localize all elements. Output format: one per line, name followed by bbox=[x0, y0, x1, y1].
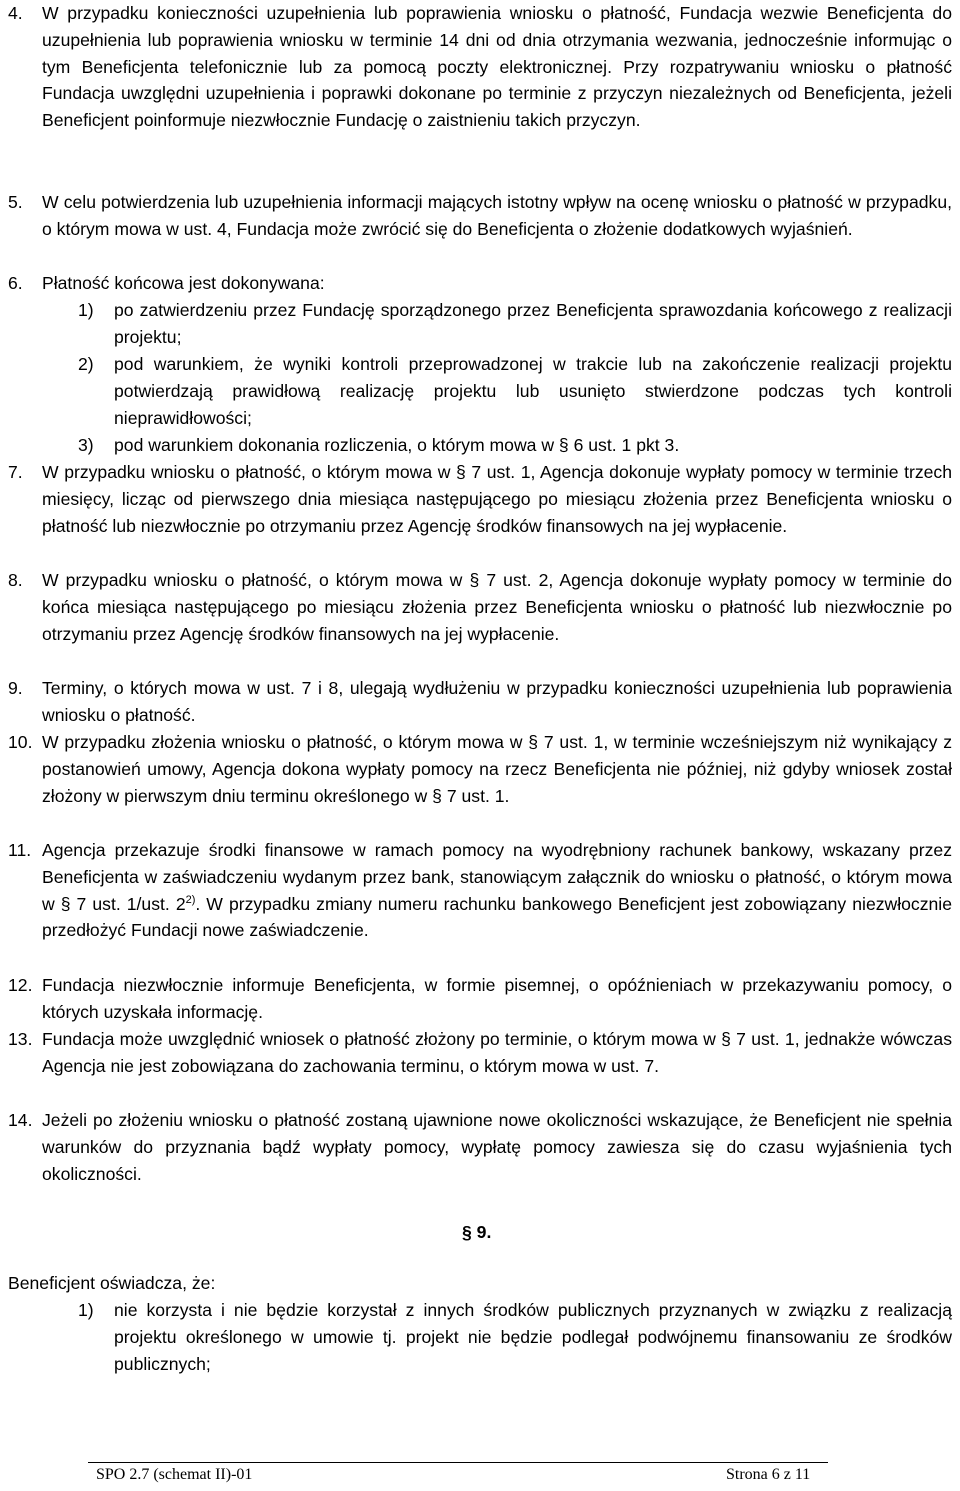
footer-divider bbox=[88, 1462, 828, 1463]
paragraph-13 bbox=[8, 1026, 952, 1080]
paragraph-11 bbox=[8, 837, 952, 944]
paragraph-4 bbox=[8, 0, 952, 134]
paragraph-text-part-b: . W przypadku zmiany numeru rachunku bankowego Beneficjent jest zobowiązany niezwłocznie przedłożyć Fundacji nowe zaświadczenie. bbox=[42, 893, 952, 941]
paragraph-number: 13. bbox=[8, 1029, 33, 1049]
footer-page-number: Strona 6 z 11 bbox=[726, 1466, 811, 1483]
paragraph-9 bbox=[8, 675, 952, 729]
paragraph-text bbox=[42, 837, 952, 944]
paragraph-5 bbox=[8, 189, 952, 243]
paragraph-text: W przypadku wniosku o płatność, o którym mowa w § 7 ust. 1, Agencja dokonuje wypłaty pomocy w terminie trzech miesięcy, licząc od pierwszego dnia miesiąca następującego po miesiącu złożenia przez Beneficjenta wniosku o płatność lub niezwłocznie po otrzymaniu przez Agencję środków finansowych na jej wypłacenie. bbox=[42, 462, 952, 536]
point-number: 1) bbox=[78, 1300, 94, 1320]
section-9-point-1 bbox=[78, 1297, 952, 1377]
point-number: 1) bbox=[78, 300, 94, 320]
paragraph-text: Fundacja niezwłocznie informuje Beneficjenta, w formie pisemnej, o opóźnieniach w przekazywaniu pomocy, o których uzyskała informację. bbox=[42, 975, 952, 1022]
paragraph-6-point-1 bbox=[78, 297, 952, 351]
paragraph-text-part-a: Agencja przekazuje środki finansowe w ramach pomocy na wyodrębniony rachunek bankowy, wskazany przez Beneficjenta w zaświadczeniu wydanym przez bank, stanowiącym załącznik do wniosku o płatność, o którym mowa w § 7 ust. 1/ust. 2 bbox=[42, 840, 952, 914]
point-text: pod warunkiem, że wyniki kontroli przeprowadzonej w trakcie lub na zakończenie realizacji projektu potwierdzają prawidłową realizację projektu lub usunięto stwierdzone podczas tych kontroli nieprawidłowości; bbox=[114, 354, 952, 428]
paragraph-text: Fundacja może uwzględnić wniosek o płatność złożony po terminie, o którym mowa w § 7 ust. 1, jednakże wówczas Agencja nie jest zobowiązana do zachowania terminu, o którym mowa w ust. 7. bbox=[42, 1029, 952, 1076]
paragraph-text: W przypadku konieczności uzupełnienia lub poprawienia wniosku o płatność, Fundacja wezwie Beneficjenta do uzupełnienia lub poprawienia wniosku w terminie 14 dni od dnia otrzymania wezwania, jednocześnie informując o tym Beneficjenta telefonicznie lub za pomocą poczty elektronicznej. Przy rozpatrywaniu wniosku o płatność Fundacja uwzględni uzupełnienia i poprawki dokonane po terminie z przyczyn niezależnych od Beneficjenta, jeżeli Beneficjent poinformuje niezwłocznie Fundację o zaistnieniu takich przyczyn. bbox=[42, 3, 952, 131]
point-number: 3) bbox=[78, 435, 94, 455]
paragraph-number: 9. bbox=[8, 678, 23, 698]
paragraph-6 bbox=[8, 270, 952, 297]
section-intro: Beneficjent oświadcza, że: bbox=[8, 1273, 216, 1293]
point-text: pod warunkiem dokonania rozliczenia, o którym mowa w § 6 ust. 1 pkt 3. bbox=[114, 435, 680, 455]
point-text: po zatwierdzeniu przez Fundację sporządzonego przez Beneficjenta sprawozdania końcowego z realizacji projektu; bbox=[114, 300, 952, 347]
paragraph-number: 12. bbox=[8, 975, 33, 995]
paragraph-number: 7. bbox=[8, 462, 23, 482]
paragraph-number: 4. bbox=[8, 3, 23, 23]
paragraph-10 bbox=[8, 729, 952, 809]
paragraph-8 bbox=[8, 567, 952, 647]
point-text: nie korzysta i nie będzie korzystał z innych środków publicznych przyznanych w związku z realizacją projektu określonego w umowie tj. projekt nie będzie podlegał podwójnemu finansowaniu ze środków publicznych; bbox=[114, 1300, 952, 1374]
footer-document-code: SPO 2.7 (schemat II)-01 bbox=[96, 1466, 253, 1483]
paragraph-text: W przypadku złożenia wniosku o płatność, o którym mowa w § 7 ust. 1, w terminie wcześniejszym niż wynikający z postanowień umowy, Agencja dokona wypłaty pomocy na rzecz Beneficjenta nie później, niż gdyby wniosek został złożony w pierwszym dniu terminu określonego w § 7 ust. 1. bbox=[42, 732, 952, 806]
paragraph-text: Terminy, o których mowa w ust. 7 i 8, ulegają wydłużeniu w przypadku konieczności uzupełnienia lub poprawienia wniosku o płatność. bbox=[42, 678, 952, 725]
paragraph-number: 6. bbox=[8, 273, 23, 293]
paragraph-7 bbox=[8, 459, 952, 539]
section-heading: § 9. bbox=[462, 1222, 492, 1242]
paragraph-14 bbox=[8, 1107, 952, 1187]
paragraph-6-point-3 bbox=[78, 432, 952, 459]
paragraph-number: 11. bbox=[8, 840, 32, 860]
paragraph-12 bbox=[8, 972, 952, 1026]
footnote-marker: 2) bbox=[185, 893, 196, 906]
paragraph-number: 5. bbox=[8, 192, 23, 212]
paragraph-text: Jeżeli po złożeniu wniosku o płatność zostaną ujawnione nowe okoliczności wskazujące, że Beneficjent nie spełnia warunków do przyznania bądź wypłaty pomocy, wypłatę pomocy zawiesza się do czasu wyjaśnienia tych okoliczności. bbox=[42, 1110, 952, 1184]
paragraph-text: Płatność końcowa jest dokonywana: bbox=[42, 273, 325, 293]
paragraph-6-point-2 bbox=[78, 351, 952, 431]
paragraph-text: W celu potwierdzenia lub uzupełnienia informacji mających istotny wpływ na ocenę wniosku o płatność w przypadku, o którym mowa w ust. 4, Fundacja może zwrócić się do Beneficjenta o złożenie dodatkowych wyjaśnień. bbox=[42, 192, 952, 239]
paragraph-number: 8. bbox=[8, 570, 23, 590]
paragraph-number: 14. bbox=[8, 1110, 33, 1130]
paragraph-text: W przypadku wniosku o płatność, o którym mowa w § 7 ust. 2, Agencja dokonuje wypłaty pomocy w terminie do końca miesiąca następującego po miesiącu złożenia przez Beneficjenta wniosku o płatność lub niezwłocznie po otrzymaniu przez Agencję środków finansowych na jej wypłacenie. bbox=[42, 570, 952, 644]
paragraph-number: 10. bbox=[8, 732, 33, 752]
point-number: 2) bbox=[78, 354, 94, 374]
